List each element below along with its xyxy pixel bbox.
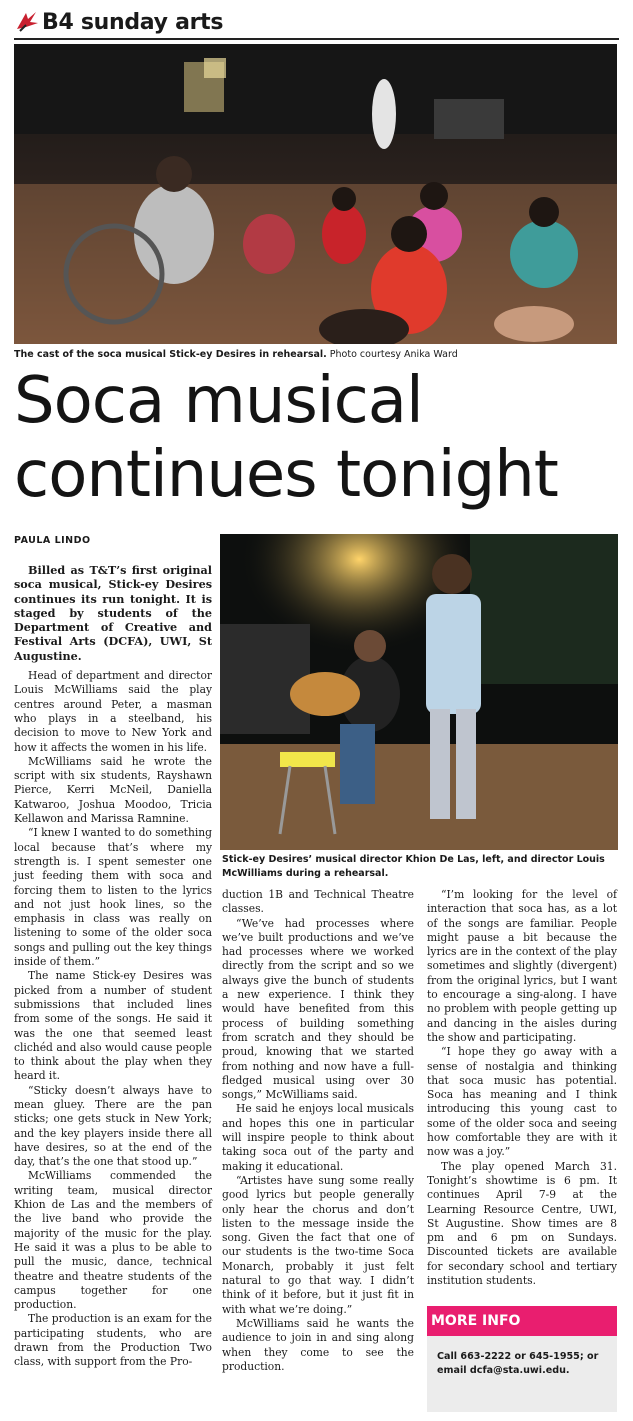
more-info-contact bbox=[427, 1336, 617, 1412]
headline-line-2: continues tonight bbox=[14, 438, 558, 512]
paragraph: McWilliams commended the writing team, musical director Khion de Las and the members of the live band who provide the majority of the music for the play. He said it was a plus to be able to pull the music, dance, technical theatre and theatre students of the campus together for one production. bbox=[14, 1169, 212, 1312]
more-info-phone: Call 663-2222 or 645-1955; or bbox=[437, 1351, 599, 1362]
paragraph: McWilliams said he wants the audience to join in and sing along when they come to see the production. bbox=[222, 1316, 414, 1373]
paragraph: “We’ve had processes where we’ve built productions and we’ve had processes where we worked directly from the script and so we always give the bunch of students a new experience. I think they would have benefited from this process of building something from scratch and they should be proud, knowing that we started from nothing and now have a full-fledged musical using over 30 songs,” McWilliams said. bbox=[222, 916, 414, 1102]
directors-photo bbox=[220, 534, 618, 850]
paragraph: “Sticky doesn’t always have to mean gluey. There are the pan sticks; one gets stuck in New York; and the key players inside there all have desires, so at the end of the day, that’s the one that stood up.” bbox=[14, 1083, 212, 1169]
more-info-email: email dcfa@sta.uwi.edu. bbox=[437, 1365, 570, 1376]
article-lead: Billed as T&T’s first original soca musical, Stick-ey Desires continues its run tonight. It is staged by students of the Department of Creative and Festival Arts (DCFA), UWI, St Augustine. bbox=[14, 563, 212, 663]
byline: PAULA LINDO bbox=[14, 535, 91, 546]
paragraph: Head of department and director Louis McWilliams said the play centres around Peter, a masman who plays in a steelband, his decision to move to New York and how it affects the women in his life. bbox=[14, 669, 212, 754]
more-info-box bbox=[427, 1306, 617, 1412]
photo2-caption: Stick-ey Desires’ musical director Khion De Las, left, and director Louis McWilliams during a rehearsal. bbox=[222, 854, 605, 879]
headline-line-1: Soca musical bbox=[14, 364, 423, 438]
photo1-caption-text: The cast of the soca musical Stick-ey Desires in rehearsal. bbox=[14, 349, 327, 360]
paragraph: “Artistes have sung some really good lyrics but people generally only hear the chorus and don’t listen to the message inside the song. Given the fact that one of our students is the two-time Soca Monarch, probably it just felt natural to go that way. I didn’t think of it before, but it just fit in with what we’re doing.” bbox=[222, 1173, 414, 1316]
headline bbox=[14, 364, 624, 512]
paragraph: The production is an exam for the participating students, who are drawn from the Production Two class, with support from the Pro- bbox=[14, 1312, 212, 1369]
paragraph: “I’m looking for the level of interaction that soca has, as a lot of the songs are familiar. People might pause a bit because the lyrics are in the context of the play sometimes and slightly (divergent) from the original lyrics, but I want to encourage a sing-along. I have no problem with people getting up and dancing in the aisles during the show and participating. bbox=[427, 888, 617, 1044]
photo1-credit: Photo courtesy Anika Ward bbox=[329, 349, 458, 360]
article-column-2 bbox=[222, 888, 414, 1374]
section-title: B4 sunday arts bbox=[42, 10, 224, 35]
paragraph: “I hope they go away with a sense of nostalgia and thinking that soca music has potential. Soca has meaning and I think introducing this young cast to some of the older soca and seeing how comfortable they are with it now was a joy.” bbox=[427, 1045, 617, 1159]
paragraph: He said he enjoys local musicals and hopes this one in particular will inspire people to think about taking soca out of the party and making it educational. bbox=[222, 1102, 414, 1173]
paragraph: duction 1B and Technical Theatre classes. bbox=[222, 888, 414, 916]
paragraph: “I knew I wanted to do something local because that’s where my strength is. I spent semester one just feeding them with soca and forcing them to listen to the lyrics and not just hook lines, so the emphasis in class was really on listening to some of the older soca songs and pulling out the key things inside of them.” bbox=[14, 826, 212, 969]
paragraph: The play opened March 31. Tonight’s showtime is 6 pm. It continues April 7-9 at the Learning Resource Centre, UWI, St Augustine. Show times are 8 pm and 6 pm on Sundays. Discounted tickets are available for secondary school and tertiary institution students. bbox=[427, 1159, 617, 1288]
paragraph: McWilliams said he wrote the script with six students, Rayshawn Pierce, Kerri McNeil, Daniella Katwaroo, Joshua Moodoo, Tricia Kellawon and Marissa Ramnine. bbox=[14, 754, 212, 826]
section-header bbox=[14, 8, 619, 40]
more-info-title: MORE INFO bbox=[427, 1306, 617, 1336]
cast-rehearsal-photo bbox=[14, 44, 617, 344]
paragraph: The name Stick-ey Desires was picked from a number of student submissions that included lines from some of the songs. He said it was the one that seemed least clichéd and also would cause people to think about the play when they heard it. bbox=[14, 969, 212, 1083]
article-column-1 bbox=[14, 563, 212, 1370]
bird-logo-icon bbox=[14, 9, 40, 35]
photo1-caption bbox=[14, 348, 619, 362]
article-column-3 bbox=[427, 888, 617, 1288]
